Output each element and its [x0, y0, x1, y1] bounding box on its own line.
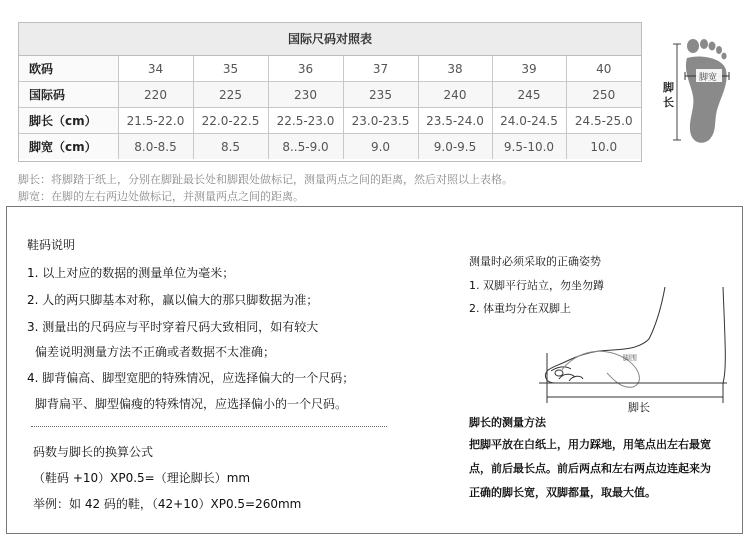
table-cell: 230: [268, 82, 343, 108]
formula-example: 举例：如 42 码的鞋，（42+10）XP0.5=260mm: [33, 497, 302, 511]
row-label: 欧码: [19, 56, 118, 82]
size-table: [19, 56, 641, 159]
row-label: 国际码: [19, 82, 118, 108]
table-cell: 22.5-23.0: [268, 108, 343, 134]
row-label: 脚长（cm）: [19, 108, 118, 134]
method-line: 正确的脚长宽，双脚都量，取最大值。: [469, 486, 656, 499]
table-cell: 240: [418, 82, 492, 108]
table-cell: 9.0-9.5: [418, 134, 492, 160]
table-cell: 21.5-22.0: [118, 108, 193, 134]
table-cell: 40: [566, 56, 641, 82]
foot-length-label: 脚长: [663, 81, 674, 109]
explanation-item: 1. 以上对应的数据的测量单位为毫米；: [27, 266, 235, 280]
table-cell: 250: [566, 82, 641, 108]
table-cell: 36: [268, 56, 343, 82]
formula: （鞋码 +10）XP0.5=（理论脚长）mm: [33, 471, 251, 485]
table-cell: 8.5: [193, 134, 268, 160]
size-chart: [18, 22, 642, 162]
foot-side-diagram: [537, 279, 737, 409]
table-row-foot-length: [19, 108, 641, 134]
posture-item: 2. 体重均分在双脚上: [469, 302, 571, 315]
table-cell: 34: [118, 56, 193, 82]
table-cell: 10.0: [566, 134, 641, 160]
table-cell: 24.5-25.0: [566, 108, 641, 134]
table-cell: 235: [343, 82, 418, 108]
table-cell: 38: [418, 56, 492, 82]
ruler-label: 脚围: [623, 354, 637, 362]
table-cell: 24.0-24.5: [492, 108, 566, 134]
foot-width-label: 脚宽: [699, 73, 718, 83]
note-length: 脚长：将脚踏于纸上，分别在脚趾最长处和脚跟处做标记，测量两点之间的距离，然后对照以上表格。: [18, 173, 513, 186]
table-cell: 23.5-24.0: [418, 108, 492, 134]
chart-title: 国际尺码对照表: [19, 23, 641, 56]
method-line: 点，前后最长点。前后两点和左右两点边连起来为: [469, 462, 711, 475]
table-cell: 22.0-22.5: [193, 108, 268, 134]
table-cell: 39: [492, 56, 566, 82]
table-cell: 220: [118, 82, 193, 108]
row-label: 脚宽（cm）: [19, 134, 118, 160]
table-cell: 37: [343, 56, 418, 82]
foot-side-label: 脚长: [628, 401, 650, 414]
explanation-item: 4. 脚背偏高、脚型宽肥的特殊情况，应选择偏大的一个尺码；: [27, 371, 355, 385]
foot-measure-diagram: [653, 22, 739, 160]
table-row-foot-width: [19, 134, 641, 160]
posture-item: 1. 双脚平行站立，勿坐勿蹲: [469, 279, 604, 292]
method-title: 脚长的测量方法: [469, 416, 546, 429]
posture-title: 测量时必须采取的正确姿势: [469, 255, 601, 268]
explanation-item: 2. 人的两只脚基本对称，赢以偏大的那只脚数据为准；: [27, 293, 319, 307]
note-width: 脚宽：在脚的左右两边处做标记，并测量两点之间的距离。: [18, 190, 304, 203]
table-cell: 9.5-10.0: [492, 134, 566, 160]
table-cell: 23.0-23.5: [343, 108, 418, 134]
table-cell: 9.0: [343, 134, 418, 160]
divider: [31, 426, 387, 427]
table-cell: 225: [193, 82, 268, 108]
info-box: [6, 206, 743, 534]
table-cell: 35: [193, 56, 268, 82]
formula-title: 码数与脚长的换算公式: [33, 445, 154, 459]
method-line: 把脚平放在白纸上，用力踩地，用笔点出左右最宽: [469, 438, 711, 451]
explanation-item: 偏差说明测量方法不正确或者数据不太准确；: [35, 345, 276, 359]
table-cell: 8.0-8.5: [118, 134, 193, 160]
explanation-item: 3. 测量出的尺码应与平时穿着尺码大致相同，如有较大: [27, 320, 319, 334]
explanation-item: 脚背扁平、脚型偏瘦的特殊情况，应选择偏小的一个尺码。: [35, 397, 348, 411]
table-cell: 8..5-9.0: [268, 134, 343, 160]
table-row-eu: [19, 56, 641, 82]
explanation-title: 鞋码说明: [27, 238, 76, 252]
table-cell: 245: [492, 82, 566, 108]
table-row-intl: [19, 82, 641, 108]
